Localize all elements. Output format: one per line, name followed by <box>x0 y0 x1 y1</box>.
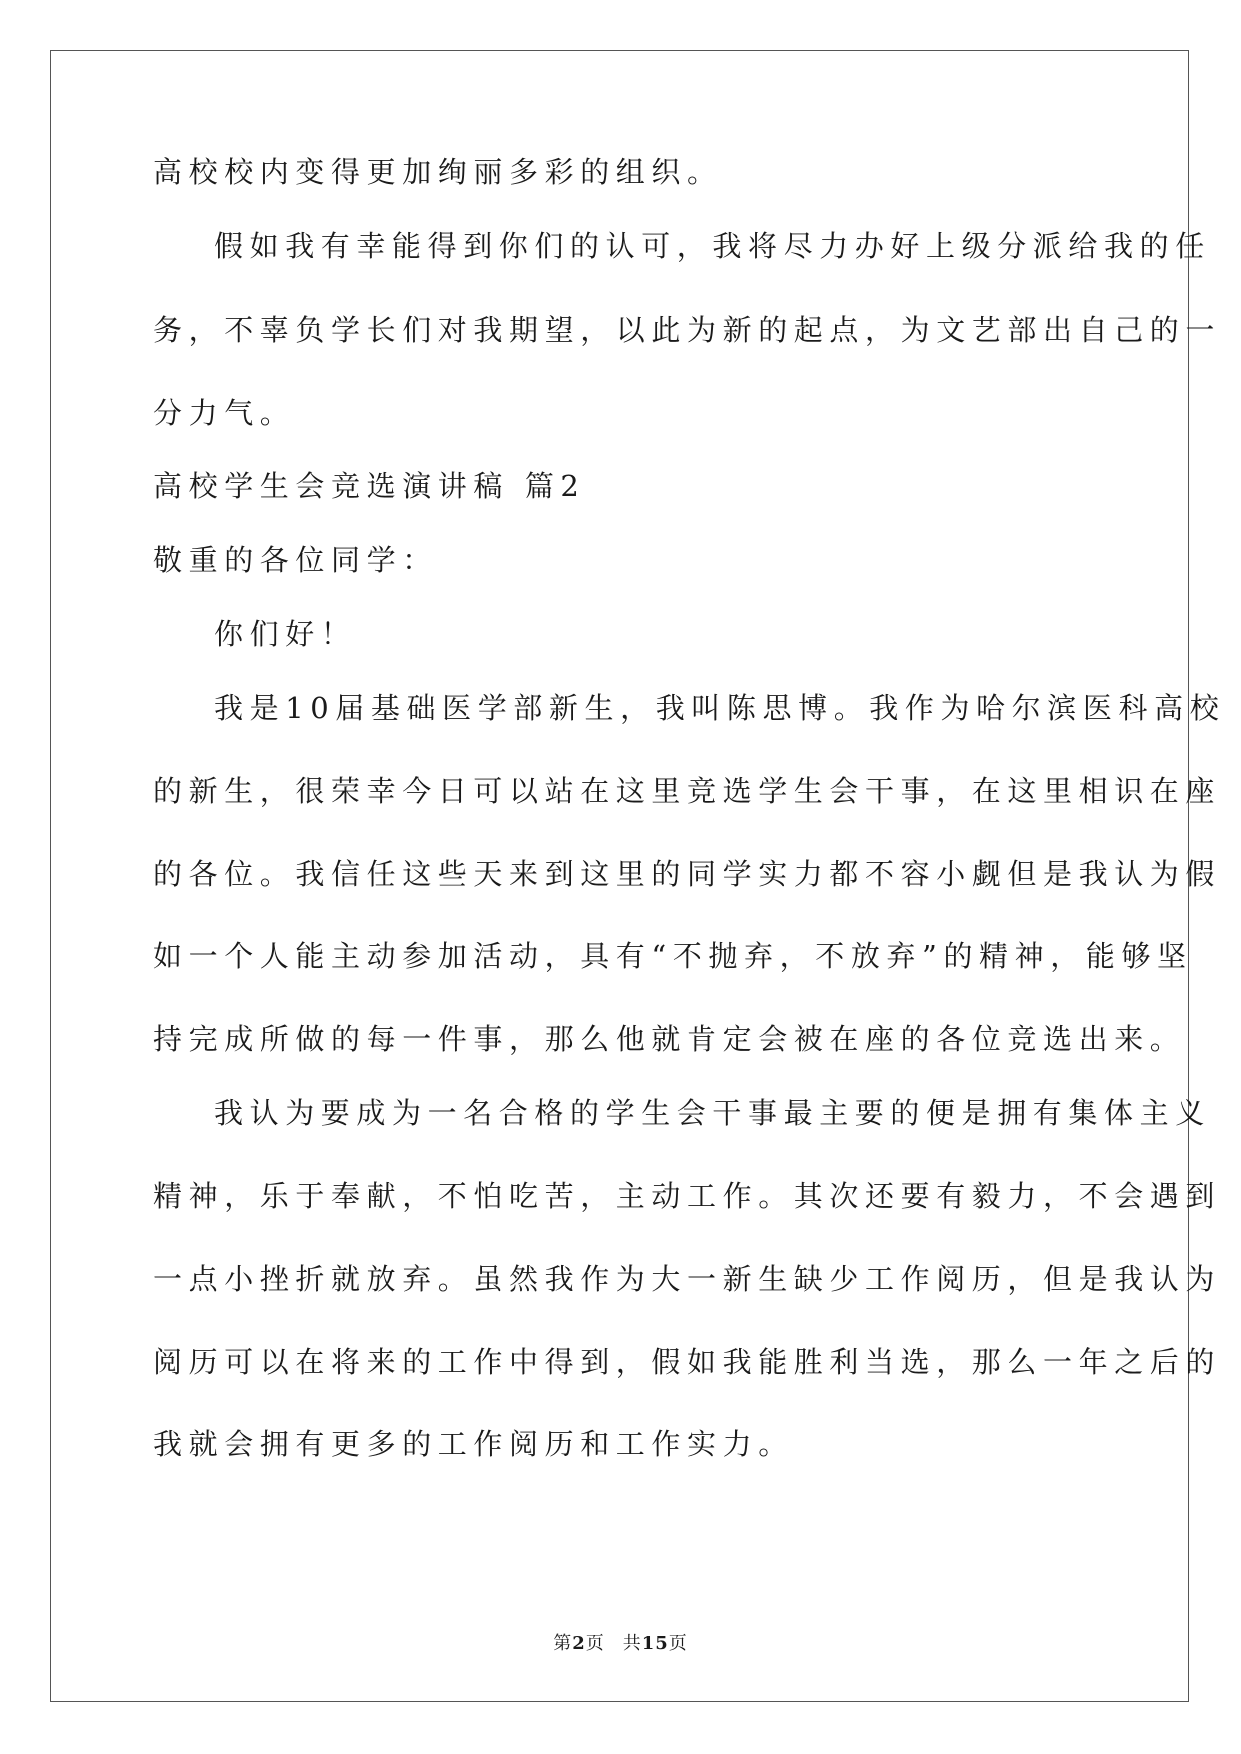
total-prefix: 共 <box>622 1633 642 1654</box>
page-unit: 页 <box>585 1633 605 1654</box>
total-unit: 页 <box>668 1633 688 1654</box>
page-number: 2 <box>572 1633 586 1654</box>
section-heading: 高校学生会竞选演讲稿 篇2 <box>153 469 586 503</box>
paragraph-line: 我认为要成为一名合格的学生会干事最主要的便是拥有集体主义 <box>214 1096 1211 1130</box>
salutation: 敬重的各位同学： <box>153 543 438 577</box>
paragraph-line: 的各位。我信任这些天来到这里的同学实力都不容小觑但是我认为假 <box>153 857 1222 891</box>
paragraph-line: 高校校内变得更加绚丽多彩的组织。 <box>153 155 723 189</box>
total-pages: 15 <box>641 1633 669 1654</box>
page-prefix: 第 <box>553 1633 573 1654</box>
paragraph-line: 假如我有幸能得到你们的认可，我将尽力办好上级分派给我的任 <box>214 229 1211 263</box>
paragraph-line: 我就会拥有更多的工作阅历和工作实力。 <box>153 1427 794 1461</box>
paragraph-line: 我是10届基础医学部新生，我叫陈思博。我作为哈尔滨医科高校 <box>214 691 1226 725</box>
page-footer <box>0 1632 1241 1656</box>
greeting: 你们好！ <box>214 617 357 651</box>
paragraph-line: 的新生，很荣幸今日可以站在这里竞选学生会干事，在这里相识在座 <box>153 774 1222 808</box>
paragraph-line: 务，不辜负学长们对我期望，以此为新的起点，为文艺部出自己的一 <box>153 313 1222 347</box>
paragraph-line: 一点小挫折就放弃。虽然我作为大一新生缺少工作阅历，但是我认为 <box>153 1262 1222 1296</box>
paragraph-line: 精神，乐于奉献，不怕吃苦，主动工作。其次还要有毅力，不会遇到 <box>153 1179 1222 1213</box>
paragraph-line: 持完成所做的每一件事，那么他就肯定会被在座的各位竞选出来。 <box>153 1022 1186 1056</box>
paragraph-line: 如一个人能主动参加活动，具有“不抛弃，不放弃”的精神，能够坚 <box>153 939 1193 973</box>
paragraph-line: 阅历可以在将来的工作中得到，假如我能胜利当选，那么一年之后的 <box>153 1345 1222 1379</box>
paragraph-line: 分力气。 <box>153 396 296 430</box>
